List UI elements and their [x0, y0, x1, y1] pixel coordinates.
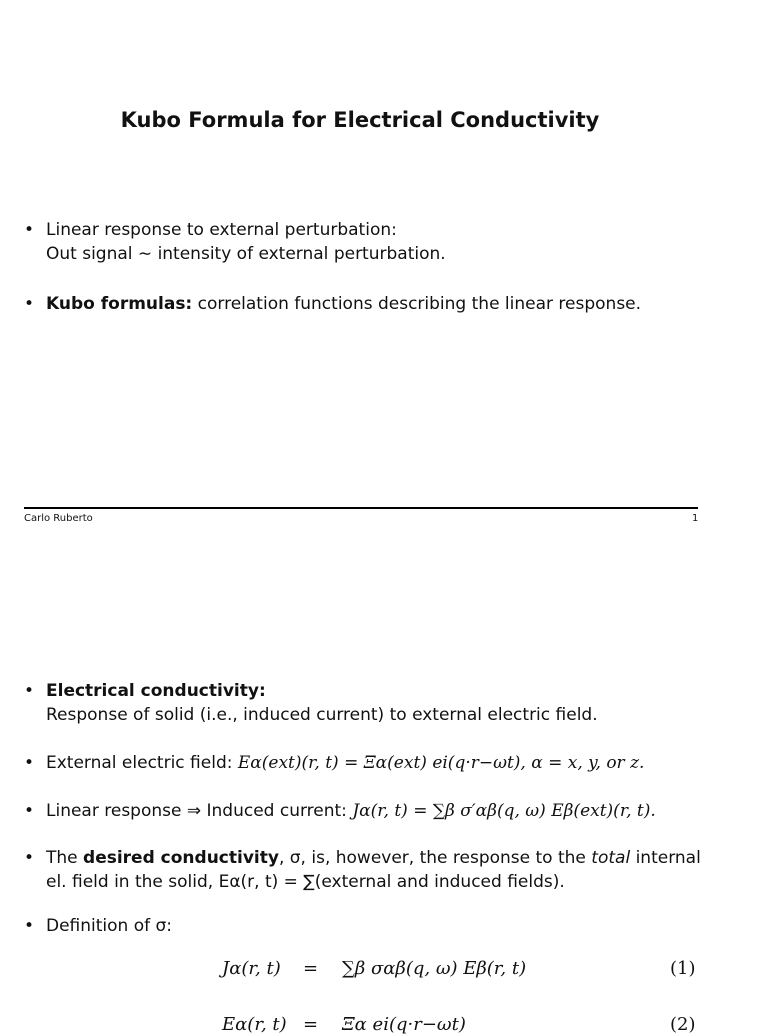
bullet-line: Definition of σ: — [46, 916, 173, 936]
bullet-dot: • — [24, 753, 35, 773]
bullet-line: Out signal ∼ intensity of external perturbation. — [46, 244, 446, 264]
bullet-dot: • — [24, 220, 35, 240]
eq1-rhs: ∑β σαβ(q, ω) Eβ(r, t) — [342, 958, 527, 979]
footer-rule — [24, 507, 698, 509]
bullet-line — [46, 292, 704, 316]
italic-term: total — [591, 848, 631, 868]
slide-title: Kubo Formula for Electrical Conductivity — [120, 108, 600, 132]
bullet-line — [46, 846, 704, 870]
bullet-electrical-conductivity — [24, 679, 704, 727]
bullet-text: Linear response ⇒ Induced current: — [46, 801, 353, 821]
eq1-equals: = — [303, 958, 319, 979]
bold-term: desired conductivity — [83, 848, 279, 868]
formula: Jα(r, t) = ∑β σ′αβ(q, ω) Eβ(ext)(r, t). — [352, 801, 656, 821]
bullet-line: Linear response to external perturbation: — [46, 220, 397, 240]
bullet-dot: • — [24, 916, 35, 936]
bullet-text: The — [46, 848, 84, 868]
eq2-rhs: Ξα ei(q·r−ωt) — [342, 1014, 466, 1035]
bullet-line — [46, 799, 704, 823]
bullet-text: , σ, is, however, the response to the — [278, 848, 592, 868]
bullet-desired-conductivity — [24, 846, 704, 894]
eq1-number: (1) — [670, 958, 696, 979]
bullet-linear-response-current — [24, 799, 704, 823]
bullet-text: External electric field: — [46, 753, 238, 773]
bullet-line: Response of solid (i.e., induced current) to external electric field. — [46, 705, 598, 725]
eq2-lhs: Eα(r, t) — [222, 1014, 287, 1035]
bullet-linear-response — [24, 218, 704, 266]
bullet-definition-sigma — [24, 914, 704, 938]
bullet-line — [46, 751, 704, 775]
bullet-external-field — [24, 751, 704, 775]
bullet-line: el. field in the solid, Eα(r, t) = ∑(external and induced fields). — [46, 872, 565, 892]
bullet-text: correlation functions describing the linear response. — [192, 294, 642, 314]
bullet-text: internal — [630, 848, 701, 868]
bullet-dot: • — [24, 681, 35, 701]
bold-term: Kubo formulas: — [46, 294, 193, 314]
bullet-heading: Electrical conductivity: — [46, 681, 266, 701]
bullet-dot: • — [24, 294, 35, 314]
eq1-lhs: Jα(r, t) — [222, 958, 281, 979]
footer-page-number: 1 — [692, 513, 699, 524]
bullet-dot: • — [24, 801, 35, 821]
eq2-equals: = — [303, 1014, 319, 1035]
formula: Eα(ext)(r, t) = Ξα(ext) ei(q·r−ωt), α = x, y, or z. — [237, 753, 645, 773]
bullet-kubo-formulas — [24, 292, 704, 316]
bullet-dot: • — [24, 848, 35, 868]
footer-author: Carlo Ruberto — [24, 513, 93, 524]
eq2-number: (2) — [670, 1014, 696, 1035]
